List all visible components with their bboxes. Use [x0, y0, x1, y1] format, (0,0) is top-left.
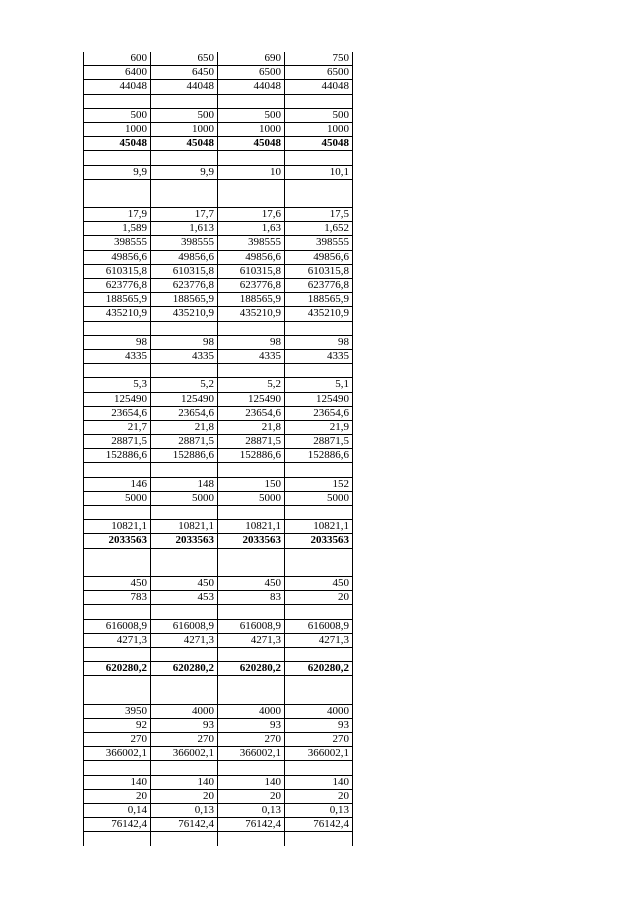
table-cell[interactable]: 20 — [338, 591, 349, 604]
table-cell[interactable]: 44048 — [151, 80, 218, 93]
table-cell[interactable]: 125490 — [218, 393, 285, 406]
table-cell[interactable]: 500 — [332, 108, 349, 121]
table-cell[interactable]: 45048 — [151, 137, 218, 150]
table-cell[interactable]: 450 — [151, 577, 218, 590]
spacer-row — [84, 180, 352, 194]
table-cell[interactable] — [84, 463, 151, 476]
table-row — [84, 591, 352, 605]
table-cell[interactable]: 140 — [151, 776, 218, 789]
table-cell[interactable]: 146 — [84, 478, 151, 491]
table-cell — [84, 832, 151, 846]
table-cell[interactable] — [84, 605, 151, 618]
table-cell[interactable]: 5000 — [327, 491, 349, 504]
table-cell[interactable]: 98 — [338, 335, 349, 348]
table-row — [84, 279, 352, 293]
table-cell[interactable]: 366002,1 — [218, 747, 285, 760]
table-cell[interactable]: 49856,6 — [313, 250, 349, 263]
table-cell[interactable]: 76142,4 — [218, 818, 285, 831]
table-cell[interactable]: 140 — [84, 776, 151, 789]
table-cell[interactable]: 620280,2 — [84, 662, 151, 675]
table-cell[interactable]: 49856,6 — [151, 251, 218, 264]
table-cell[interactable] — [218, 506, 285, 519]
spacer-row — [84, 690, 352, 704]
table-cell[interactable] — [84, 322, 151, 335]
table-cell[interactable]: 5000 — [218, 492, 285, 505]
table-cell[interactable]: 10821,1 — [84, 520, 151, 533]
table-cell[interactable]: 398555 — [151, 236, 218, 249]
table-cell[interactable] — [285, 151, 352, 164]
table-cell[interactable]: 4335 — [151, 350, 218, 363]
table-tail — [84, 832, 352, 846]
table-cell[interactable] — [285, 549, 352, 563]
table-cell[interactable] — [218, 549, 285, 563]
table-cell[interactable]: 450 — [332, 576, 349, 589]
table-cell[interactable]: 450 — [84, 577, 151, 590]
table-cell[interactable]: 49856,6 — [218, 251, 285, 264]
table-cell[interactable]: 1000 — [151, 123, 218, 136]
table-cell[interactable]: 5000 — [151, 492, 218, 505]
table-cell[interactable] — [151, 690, 218, 703]
table-cell[interactable]: 4335 — [218, 350, 285, 363]
table-cell[interactable]: 0,13 — [218, 804, 285, 817]
table-row — [84, 251, 352, 265]
table-cell[interactable] — [285, 761, 352, 774]
table-cell[interactable] — [84, 563, 151, 576]
table-cell[interactable]: 610315,8 — [218, 265, 285, 278]
table-cell[interactable]: 620280,2 — [218, 662, 285, 675]
table-row — [84, 733, 352, 747]
table-cell[interactable]: 750 — [332, 52, 349, 64]
table-cell[interactable] — [218, 194, 285, 207]
table-cell[interactable]: 6400 — [84, 66, 151, 79]
table-cell[interactable]: 270 — [151, 733, 218, 746]
table-row — [84, 407, 352, 421]
table-cell[interactable]: 152886,6 — [307, 449, 349, 462]
table-cell[interactable]: 44048 — [321, 80, 349, 93]
table-cell[interactable]: 45048 — [218, 137, 285, 150]
table-cell[interactable] — [84, 506, 151, 519]
table-cell[interactable]: 17,6 — [218, 208, 285, 221]
table-cell[interactable]: 76142,4 — [151, 818, 218, 831]
table-cell[interactable]: 366002,1 — [151, 747, 218, 760]
table-cell[interactable]: 44048 — [218, 80, 285, 93]
table-row — [84, 137, 352, 151]
table-cell[interactable]: 28871,5 — [151, 435, 218, 448]
table-cell[interactable] — [151, 322, 218, 335]
table-cell[interactable] — [285, 605, 352, 618]
table-row — [84, 449, 352, 463]
table-cell[interactable]: 23654,6 — [151, 407, 218, 420]
table-cell[interactable] — [151, 549, 218, 563]
table-row — [84, 265, 352, 279]
table-cell[interactable]: 366002,1 — [84, 747, 151, 760]
table-cell[interactable] — [285, 180, 352, 194]
table-cell[interactable]: 6450 — [151, 66, 218, 79]
table-row — [84, 336, 352, 350]
table-cell[interactable] — [285, 563, 352, 576]
table-cell[interactable] — [285, 194, 352, 207]
table-cell[interactable] — [84, 676, 151, 690]
table-cell — [151, 832, 218, 846]
table-cell[interactable]: 0,13 — [151, 804, 218, 817]
table-cell[interactable]: 5,1 — [335, 378, 349, 391]
table-cell[interactable] — [151, 761, 218, 774]
table-cell[interactable] — [151, 676, 218, 690]
table-cell[interactable]: 4335 — [327, 349, 349, 362]
table-cell[interactable]: 5,2 — [151, 378, 218, 391]
table-cell[interactable]: 366002,1 — [307, 747, 349, 760]
table-row — [84, 208, 352, 222]
spacer-row — [84, 194, 352, 208]
spacer-row — [84, 549, 352, 563]
table-cell[interactable]: 23654,6 — [313, 406, 349, 419]
table-cell[interactable]: 783 — [84, 591, 151, 604]
spacer-row — [84, 364, 352, 378]
table-row — [84, 166, 352, 180]
table-cell[interactable]: 17,7 — [151, 208, 218, 221]
table-cell[interactable]: 125490 — [84, 393, 151, 406]
table-row — [84, 307, 352, 321]
table-cell[interactable] — [218, 151, 285, 164]
table-cell[interactable]: 610315,8 — [84, 265, 151, 278]
table-cell[interactable] — [84, 761, 151, 774]
table-cell[interactable] — [84, 364, 151, 377]
table-cell[interactable]: 10,1 — [329, 165, 349, 178]
table-cell[interactable] — [285, 648, 352, 661]
table-row — [84, 52, 352, 66]
table-cell[interactable]: 4271,3 — [218, 634, 285, 647]
table-cell[interactable]: 44048 — [84, 80, 151, 93]
table-row — [84, 534, 352, 548]
table-cell[interactable] — [151, 506, 218, 519]
table-cell[interactable]: 83 — [218, 591, 285, 604]
table-cell[interactable] — [84, 95, 151, 108]
table-cell[interactable] — [151, 180, 218, 194]
table-cell[interactable] — [84, 180, 151, 194]
table-cell[interactable]: 4271,3 — [318, 633, 349, 646]
table-row — [84, 634, 352, 648]
table-cell[interactable] — [151, 605, 218, 618]
table-cell[interactable]: 92 — [84, 719, 151, 732]
table-cell[interactable]: 140 — [332, 775, 349, 788]
table-cell[interactable]: 125490 — [151, 393, 218, 406]
table-row — [84, 492, 352, 506]
table-cell[interactable]: 616008,9 — [151, 620, 218, 633]
table-cell[interactable]: 9,9 — [151, 166, 218, 179]
table-cell[interactable]: 98 — [151, 336, 218, 349]
spacer-row — [84, 506, 352, 520]
spacer-row — [84, 463, 352, 477]
table-row — [84, 662, 352, 676]
table-cell[interactable]: 623776,8 — [307, 279, 349, 291]
table-cell[interactable] — [285, 506, 352, 519]
table-cell[interactable]: 623776,8 — [218, 279, 285, 292]
table-cell[interactable]: 28871,5 — [313, 435, 349, 448]
table-cell[interactable]: 2033563 — [310, 534, 349, 547]
table-cell[interactable]: 4000 — [218, 705, 285, 718]
table-cell[interactable]: 93 — [151, 719, 218, 732]
spacer-row — [84, 563, 352, 577]
table-cell[interactable] — [285, 690, 352, 703]
table-cell[interactable]: 1,652 — [324, 222, 349, 235]
table-cell[interactable]: 4335 — [84, 350, 151, 363]
table-cell[interactable]: 616008,9 — [218, 620, 285, 633]
table-row — [84, 293, 352, 307]
table-cell[interactable] — [218, 95, 285, 108]
table-cell[interactable]: 5,3 — [84, 378, 151, 391]
table-row — [84, 577, 352, 591]
table-cell[interactable]: 623776,8 — [84, 279, 151, 292]
table-cell[interactable] — [218, 648, 285, 661]
table-cell[interactable]: 140 — [218, 776, 285, 789]
table-cell[interactable]: 150 — [218, 478, 285, 491]
table-cell[interactable]: 398555 — [84, 236, 151, 249]
table-cell[interactable]: 2033563 — [218, 534, 285, 547]
table-row — [84, 818, 352, 832]
table-cell[interactable] — [285, 322, 352, 335]
table-row — [84, 393, 352, 407]
table-cell[interactable]: 45048 — [321, 137, 349, 150]
table-cell[interactable]: 270 — [332, 733, 349, 745]
table-cell[interactable]: 21,9 — [329, 420, 349, 433]
table-cell[interactable]: 28871,5 — [84, 435, 151, 448]
table-row — [84, 747, 352, 761]
table-row — [84, 478, 352, 492]
table-cell[interactable] — [218, 761, 285, 774]
table-cell[interactable]: 1,63 — [218, 222, 285, 235]
table-cell[interactable] — [151, 463, 218, 476]
table-cell[interactable]: 21,7 — [84, 421, 151, 434]
table-cell[interactable]: 2033563 — [151, 534, 218, 547]
table-row — [84, 123, 352, 137]
table-cell[interactable] — [151, 563, 218, 576]
table-cell[interactable]: 10821,1 — [313, 520, 349, 533]
table-cell[interactable]: 45048 — [84, 137, 151, 150]
spacer-row — [84, 648, 352, 662]
table-cell[interactable]: 270 — [84, 733, 151, 746]
table-cell[interactable]: 620280,2 — [151, 662, 218, 675]
table-cell[interactable]: 188565,9 — [151, 293, 218, 306]
table-cell[interactable]: 152886,6 — [84, 449, 151, 462]
table-row — [84, 222, 352, 236]
table-row — [84, 776, 352, 790]
table-cell[interactable]: 450 — [218, 577, 285, 590]
table-cell[interactable]: 650 — [151, 52, 218, 65]
table-cell[interactable]: 1,613 — [151, 222, 218, 235]
table-cell[interactable]: 616008,9 — [307, 619, 349, 632]
table-cell[interactable] — [151, 95, 218, 108]
table-cell[interactable]: 500 — [84, 109, 151, 122]
table-cell[interactable] — [218, 605, 285, 618]
table-cell[interactable] — [84, 690, 151, 703]
table-row — [84, 520, 352, 534]
table-cell[interactable]: 21,8 — [218, 421, 285, 434]
table-row — [84, 378, 352, 392]
table-cell[interactable] — [285, 364, 352, 377]
table-cell[interactable]: 152886,6 — [151, 449, 218, 462]
table-cell[interactable] — [84, 194, 151, 207]
table-cell[interactable]: 1000 — [84, 123, 151, 136]
table-cell[interactable]: 17,9 — [84, 208, 151, 221]
table-row — [84, 66, 352, 80]
table-cell[interactable]: 610315,8 — [151, 265, 218, 278]
table-row — [84, 705, 352, 719]
table-cell[interactable]: 23654,6 — [84, 407, 151, 420]
spreadsheet-table — [83, 52, 353, 846]
table-cell[interactable]: 23654,6 — [218, 407, 285, 420]
table-cell[interactable]: 10821,1 — [218, 520, 285, 533]
table-cell[interactable]: 1000 — [218, 123, 285, 136]
table-cell[interactable]: 398555 — [316, 236, 349, 249]
table-cell[interactable]: 435210,9 — [307, 307, 349, 320]
table-row — [84, 236, 352, 250]
table-row — [84, 790, 352, 804]
table-cell[interactable]: 152886,6 — [218, 449, 285, 462]
spacer-row — [84, 322, 352, 336]
table-cell[interactable]: 9,9 — [84, 166, 151, 179]
table-cell[interactable]: 20 — [338, 789, 349, 802]
table-row — [84, 109, 352, 123]
table-cell[interactable]: 270 — [218, 733, 285, 746]
table-cell[interactable] — [218, 322, 285, 335]
table-cell[interactable]: 1,589 — [84, 222, 151, 235]
table-cell[interactable]: 6500 — [218, 66, 285, 79]
table-cell[interactable]: 93 — [338, 718, 349, 731]
table-cell[interactable]: 10821,1 — [151, 520, 218, 533]
table-row — [84, 421, 352, 435]
table-cell[interactable] — [218, 690, 285, 703]
table-cell[interactable]: 20 — [84, 790, 151, 803]
table-cell[interactable] — [151, 648, 218, 661]
table-cell[interactable] — [84, 151, 151, 164]
table-cell[interactable]: 620280,2 — [307, 662, 349, 675]
table-cell[interactable]: 152 — [332, 477, 349, 490]
table-cell[interactable] — [151, 194, 218, 207]
table-row — [84, 719, 352, 733]
table-cell[interactable]: 28871,5 — [218, 435, 285, 448]
table-cell[interactable]: 616008,9 — [84, 620, 151, 633]
table-cell[interactable]: 148 — [151, 478, 218, 491]
table-cell[interactable]: 500 — [218, 109, 285, 122]
table-cell[interactable]: 453 — [151, 591, 218, 604]
table-cell[interactable]: 125490 — [316, 392, 349, 405]
table-cell[interactable]: 435210,9 — [84, 307, 151, 320]
spacer-row — [84, 761, 352, 775]
table-cell[interactable]: 188565,9 — [218, 293, 285, 306]
spacer-row — [84, 95, 352, 109]
table-cell[interactable] — [218, 364, 285, 377]
table-cell[interactable] — [218, 676, 285, 690]
table-cell — [285, 832, 352, 846]
table-cell[interactable]: 49856,6 — [84, 251, 151, 264]
table-cell[interactable]: 17,5 — [329, 208, 349, 221]
table-cell[interactable]: 435210,9 — [218, 307, 285, 320]
table-cell[interactable]: 98 — [84, 336, 151, 349]
table-cell[interactable]: 76142,4 — [313, 818, 349, 831]
table-cell[interactable]: 623776,8 — [151, 279, 218, 292]
table-cell[interactable]: 21,8 — [151, 421, 218, 434]
table-cell[interactable]: 10 — [218, 166, 285, 179]
table-cell[interactable]: 398555 — [218, 236, 285, 249]
spacer-row — [84, 676, 352, 690]
table-cell[interactable]: 5,2 — [218, 378, 285, 391]
table-cell[interactable]: 690 — [218, 52, 285, 65]
table-cell[interactable] — [151, 151, 218, 164]
table-row — [84, 620, 352, 634]
table-cell[interactable]: 98 — [218, 336, 285, 349]
spacer-row — [84, 605, 352, 619]
table-cell[interactable]: 0,14 — [84, 804, 151, 817]
table-cell[interactable]: 1000 — [327, 122, 349, 135]
table-cell[interactable]: 500 — [151, 109, 218, 122]
table-cell[interactable] — [285, 95, 352, 108]
table-row — [84, 350, 352, 364]
table-cell — [218, 832, 285, 846]
table-cell[interactable]: 76142,4 — [84, 818, 151, 831]
table-cell[interactable]: 20 — [151, 790, 218, 803]
table-cell[interactable]: 93 — [218, 719, 285, 732]
table-cell[interactable] — [285, 676, 352, 690]
table-cell[interactable]: 3950 — [84, 705, 151, 718]
table-cell[interactable] — [285, 463, 352, 476]
table-cell[interactable]: 20 — [218, 790, 285, 803]
table-cell[interactable]: 4000 — [327, 704, 349, 717]
table-cell[interactable] — [151, 364, 218, 377]
table-cell[interactable]: 2033563 — [84, 534, 151, 547]
table-row — [84, 804, 352, 818]
table-cell[interactable]: 5000 — [84, 492, 151, 505]
table-cell[interactable]: 6500 — [327, 66, 349, 79]
table-cell[interactable] — [84, 648, 151, 661]
table-cell[interactable]: 4000 — [151, 705, 218, 718]
table-cell[interactable] — [84, 549, 151, 563]
spacer-row — [84, 151, 352, 165]
table-cell[interactable] — [218, 463, 285, 476]
table-row — [84, 80, 352, 94]
table-cell[interactable]: 188565,9 — [307, 293, 349, 306]
table-cell[interactable]: 610315,8 — [307, 264, 349, 277]
table-cell[interactable]: 435210,9 — [151, 307, 218, 320]
table-cell[interactable]: 4271,3 — [84, 634, 151, 647]
table-cell[interactable] — [218, 180, 285, 194]
table-cell[interactable] — [218, 563, 285, 576]
table-cell[interactable]: 600 — [84, 52, 151, 65]
table-cell[interactable]: 0,13 — [329, 803, 349, 816]
table-cell[interactable]: 188565,9 — [84, 293, 151, 306]
table-cell[interactable]: 4271,3 — [151, 634, 218, 647]
table-row — [84, 435, 352, 449]
